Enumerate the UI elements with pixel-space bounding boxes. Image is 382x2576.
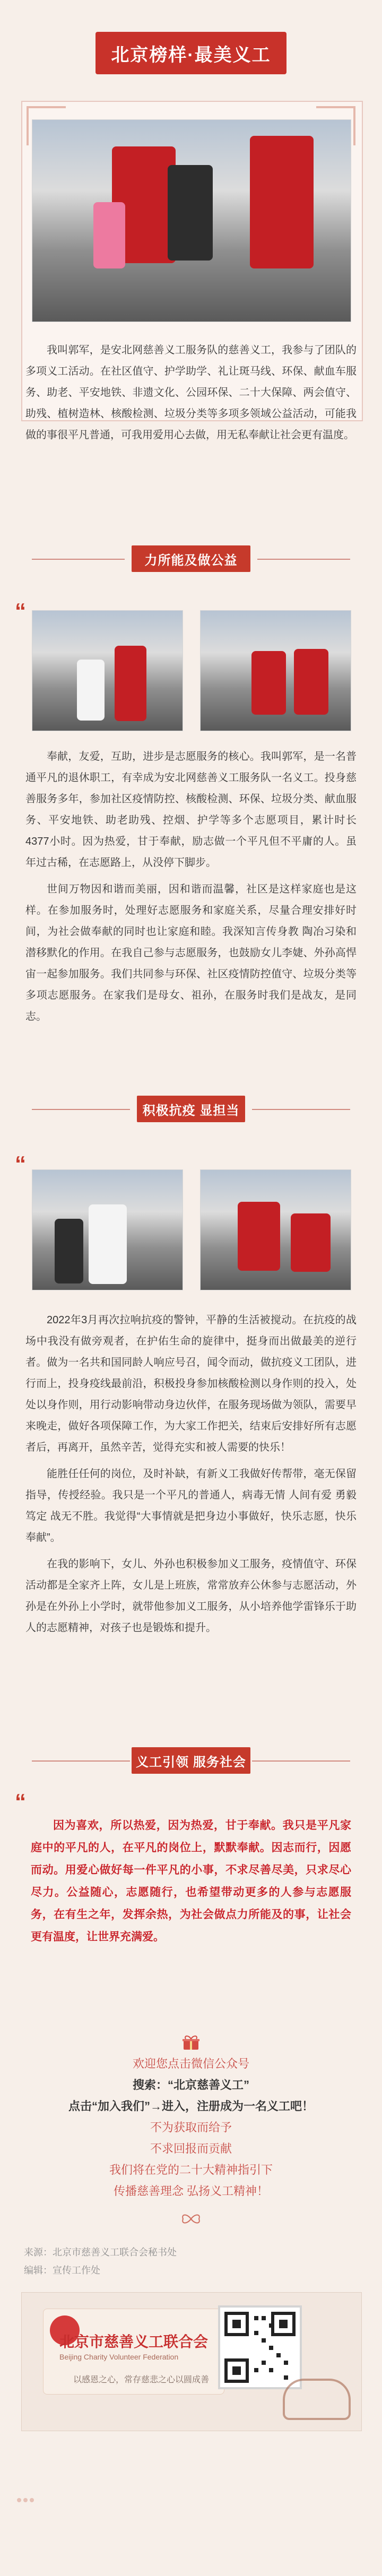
divider — [252, 1109, 350, 1110]
decorative-frame — [283, 2379, 351, 2420]
org-card — [21, 2292, 362, 2431]
section1-photo-1 — [32, 610, 183, 731]
intro-text: 我叫郭军，是安北网慈善义工服务队的慈善义工，我参与了团队的多项义工活动。在社区值守、护学助学、礼让斑马线、环保、献血车服务、助老、平安地铁、非遗文化、公园环保、二十大保障、两会值守、助残、植树造林、核酸检测、垃圾分类等多项多领域公益活动，可能我做的事很平凡普通，可我用爱用心去做，用无私奉献让社会更有温度。 — [25, 344, 357, 441]
welcome-line-5: 不求回报而贡献 — [150, 2142, 232, 2155]
section-label-3: 义工引领 服务社会 — [132, 1747, 250, 1774]
welcome-line-6: 我们将在党的二十大精神指引下 — [109, 2163, 273, 2176]
ribbon-icon — [180, 2213, 202, 2225]
gift-icon — [180, 2035, 202, 2051]
page-title: 北京榜样·最美义工 — [96, 32, 286, 74]
welcome-line-4: 不为获取而给予 — [150, 2121, 232, 2134]
dot-decoration — [17, 2498, 35, 2502]
source-text: 来源：北京市慈善义工联合会秘书处 — [24, 2247, 177, 2258]
section2-text: 2022年3月再次拉响抗疫的警钟，平静的生活被搅动。在抗疫的战场中我没有做旁观者，在护佑生命的旋律中，挺身而出做最美的逆行者。做为一名共和国同龄人响应号召，闻令而动，做抗疫义工团队，进行而上，投身疫线最前沿，积极投身参加核酸检测以身作则的投入，处处以身作则，用行动影响带动身边伙伴，在服务现场做为领队，需要早来晚走，做好各项保障工作，为大家工作把关，结束后安排好所有志愿者后，再离开，虽然辛苦，觉得充实和被人需要的快乐！ 能胜任任何的岗位，及时补缺，有新义工我做好传帮带，毫无保留指导，传授经验。我只是一个平凡的普通人，病毒无情 人间有爱 勇毅笃定 战无不胜。我觉得“大事情就是把身边小事做好，快乐志愿，快乐奉献”。 在我的影响下，女儿、外孙也积极参加义工服务，疫情值守、环保活动都是全家齐上阵，女儿是上班族，常常放弃公休参与志愿活动，外孙是在外孙上小学时，就带他参加义工服务，从小培养他学雷锋乐于助人的志愿精神，对孩子也是锻炼和提升。 — [25, 1314, 357, 1634]
section-label-2: 积极抗疫 显担当 — [137, 1096, 245, 1122]
quote-icon: “ — [15, 599, 26, 623]
quote-icon: “ — [15, 1789, 26, 1814]
footer-credits — [24, 2243, 358, 2279]
divider — [32, 1760, 130, 1762]
section2-photo-2 — [200, 1169, 351, 1290]
welcome-line-1: 欢迎您点击微信公众号 — [132, 2057, 249, 2070]
divider — [257, 559, 350, 560]
welcome-line-2: 搜索：“北京慈善义工” — [132, 2078, 249, 2092]
welcome-line-3: 点击“加入我们”→进入，注册成为一名义工吧！ — [68, 2100, 314, 2113]
qr-code[interactable] — [218, 2305, 302, 2389]
divider — [32, 559, 125, 560]
editor-text: 编辑：宣传工作处 — [24, 2265, 100, 2276]
welcome-block — [0, 2053, 382, 2202]
org-signature: 以感恩之心，常存慈悲之心以圆成善 — [73, 2375, 210, 2384]
quote-icon: “ — [15, 1151, 26, 1176]
section-label-1: 力所能及做公益 — [132, 545, 250, 572]
hero-photo — [32, 119, 351, 322]
org-english-name: Beijing Charity Volunteer Federation — [59, 2353, 179, 2361]
divider — [32, 1109, 130, 1110]
org-logo — [43, 2309, 224, 2395]
section1-text: 奉献，友爱，互助，进步是志愿服务的核心。我叫郭军，是一名普通平凡的退休职工，有幸成为安北网慈善义工服务队一名义工。投身慈善服务多年，参加社区疫情防控、核酸检测、环保、垃圾分类、献血服务、平安地铁、助老助残、控烟、护学等多个志愿项目，累计时长4377小时。因为热爱，甘于奉献，励志做一个平凡但不平庸的人。虽年过古稀，在志愿路上，从没停下脚步。 世间万物因和谐而美丽，因和谐而温馨，社区是这样家庭也是这样。在参加服务时，处理好志愿服务和家庭关系，尽量合理安排好时间，为社会做奉献的同时也让家庭和睦。我深知言传身教 陶冶习染和潜移默化的作用。在我自己参与志愿服务，也鼓励女儿李婕、外孙高悍宙一起参加服务。我们共同参与环保、社区疫情防控值守、垃圾分类等多项志愿服务。在家我们是母女、祖孙，在服务时我们是战友，是同志。 — [25, 751, 357, 1022]
section2-photo-1 — [32, 1169, 183, 1290]
divider — [252, 1760, 350, 1762]
org-name: 北京市慈善义工联合会 — [59, 2334, 209, 2350]
welcome-line-7: 传播慈善理念 弘扬义工精神！ — [113, 2184, 269, 2198]
section1-photo-2 — [200, 610, 351, 731]
closing-text: 因为喜欢，所以热爱，因为热爱，甘于奉献。我只是平凡家庭中的平凡的人，在平凡的岗位上，默默奉献。因志而行，因愿而动。用爱心做好每一件平凡的小事，不求尽善尽美，只求尽心尽力。公益随心，志愿随行，也希望带动更多的人参与志愿服务，在有生之年，发挥余热，为社会做点力所能及的事，让社会更有温度，让世界充满爱。 — [31, 1819, 351, 1943]
